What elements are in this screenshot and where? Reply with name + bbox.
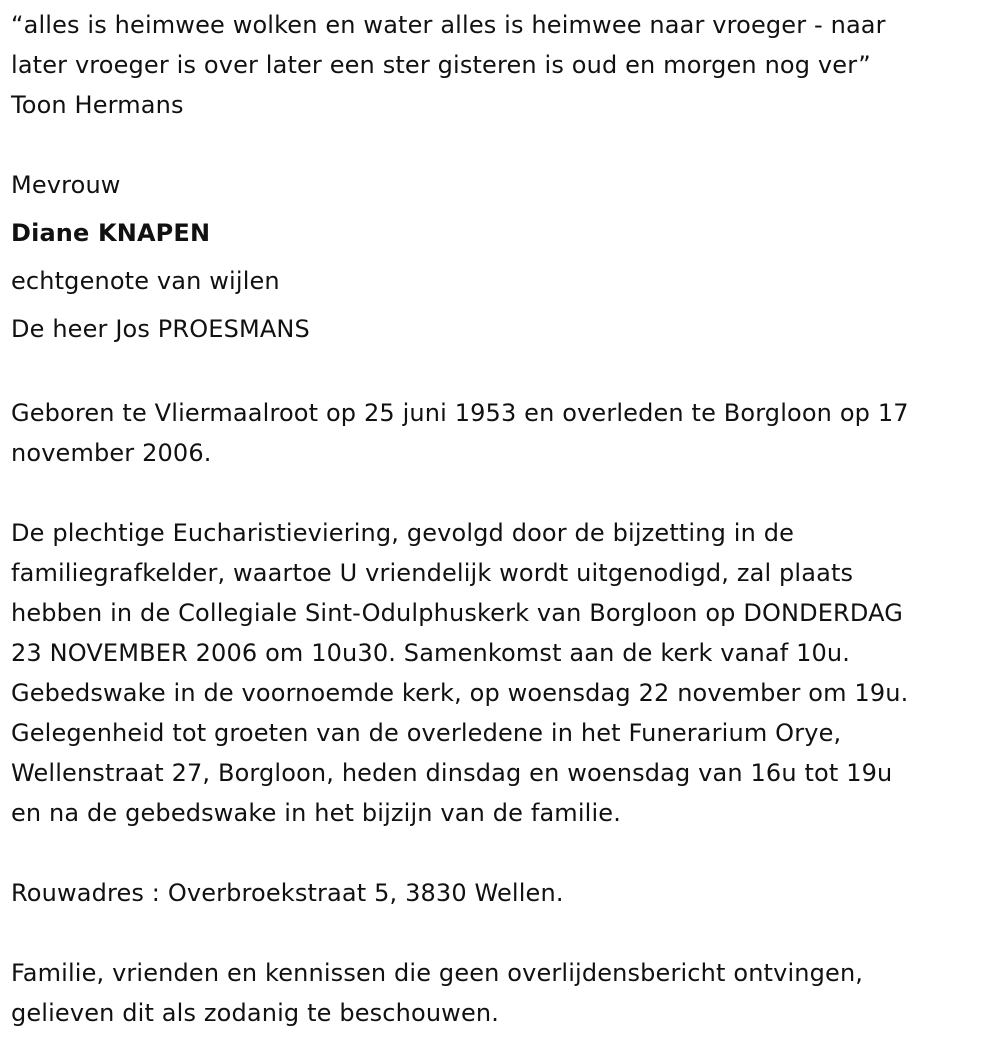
obituary-document — [11, 5, 996, 1033]
paragraph-line: november 2006. — [11, 439, 212, 467]
paragraph-line: Familie, vrienden en kennissen die geen overlijdensbericht ontvingen, — [11, 959, 864, 987]
paragraph-line: hebben in de Collegiale Sint-Odulphuskerk van Borgloon op DONDERDAG — [11, 599, 903, 627]
quote-author: Toon Hermans — [11, 91, 184, 119]
spacer — [11, 833, 996, 873]
paragraph-line: en na de gebedswake in het bijzijn van de familie. — [11, 799, 621, 827]
birth-death-paragraph — [11, 393, 996, 473]
paragraph-line: De plechtige Eucharistieviering, gevolgd door de bijzetting in de — [11, 519, 795, 547]
spacer — [11, 125, 996, 165]
ceremony-paragraph — [11, 513, 996, 833]
paragraph-line: Wellenstraat 27, Borgloon, heden dinsdag en woensdag van 16u tot 19u — [11, 759, 893, 787]
quote-block — [11, 5, 996, 125]
paragraph-line: gelieven dit als zodanig te beschouwen. — [11, 999, 500, 1027]
paragraph-line: Gebedswake in de voornoemde kerk, op woensdag 22 november om 19u. — [11, 679, 909, 707]
spacer — [11, 353, 996, 393]
paragraph-line: Gelegenheid tot groeten van de overledene in het Funerarium Orye, — [11, 719, 842, 747]
quote-line: later vroeger is over later een ster gisteren is oud en morgen nog ver” — [11, 51, 871, 79]
paragraph-line: 23 NOVEMBER 2006 om 10u30. Samenkomst aan de kerk vanaf 10u. — [11, 639, 851, 667]
address-paragraph — [11, 873, 996, 913]
salutation: Mevrouw — [11, 171, 121, 199]
quote-line: “alles is heimwee wolken en water alles is heimwee naar vroeger - naar — [11, 11, 886, 39]
spacer — [11, 473, 996, 513]
person-block — [11, 161, 996, 353]
mourning-address: Rouwadres : Overbroekstraat 5, 3830 Wellen. — [11, 879, 564, 907]
paragraph-line: Geboren te Vliermaalroot op 25 juni 1953 en overleden te Borgloon op 17 — [11, 399, 909, 427]
relation-text: echtgenote van wijlen — [11, 267, 280, 295]
deceased-name: Diane KNAPEN — [11, 219, 211, 247]
spouse-name: De heer Jos PROESMANS — [11, 315, 310, 343]
closing-paragraph — [11, 953, 996, 1033]
spacer — [11, 913, 996, 953]
paragraph-line: familiegrafkelder, waartoe U vriendelijk wordt uitgenodigd, zal plaats — [11, 559, 854, 587]
